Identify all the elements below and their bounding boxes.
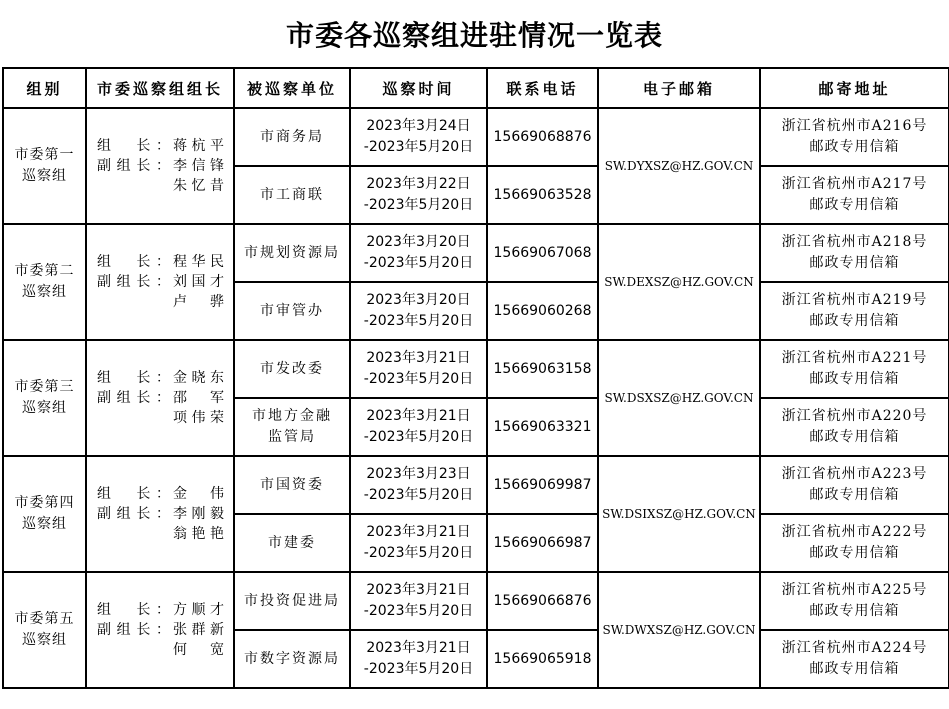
deputy-role-label: 副组长： bbox=[97, 274, 171, 290]
time-start: 2023年3月23日 bbox=[366, 466, 471, 482]
inspection-time-cell bbox=[350, 224, 487, 282]
phone-cell: 15669063321 bbox=[487, 398, 598, 456]
address-line: 邮政专用信箱 bbox=[809, 661, 900, 677]
deputy-role-spacer bbox=[97, 640, 171, 660]
address-cell bbox=[760, 340, 949, 398]
time-start: 2023年3月21日 bbox=[366, 524, 471, 540]
group-name-line: 巡察组 bbox=[22, 168, 67, 184]
inspection-time-cell bbox=[350, 108, 487, 166]
leader-row bbox=[97, 484, 233, 504]
time-start: 2023年3月22日 bbox=[366, 176, 471, 192]
group-name-line: 市委第一 bbox=[14, 147, 75, 163]
header-unit: 被巡察单位 bbox=[234, 68, 350, 108]
address-line: 浙江省杭州市A224号 bbox=[781, 640, 928, 656]
address-cell bbox=[760, 630, 949, 688]
time-end: -2023年5月20日 bbox=[363, 139, 474, 155]
header-email: 电子邮箱 bbox=[598, 68, 760, 108]
inspection-time-cell bbox=[350, 166, 487, 224]
table-row bbox=[3, 108, 949, 166]
email-cell: SW.DWXSZ@HZ.GOV.CN bbox=[598, 572, 760, 688]
group-name-line: 巡察组 bbox=[22, 632, 67, 648]
group-name-line: 市委第四 bbox=[14, 495, 75, 511]
time-start: 2023年3月20日 bbox=[366, 234, 471, 250]
address-line: 邮政专用信箱 bbox=[809, 197, 900, 213]
address-cell bbox=[760, 572, 949, 630]
inspected-unit-cell: 市工商联 bbox=[234, 166, 350, 224]
deputy-row bbox=[97, 620, 233, 640]
address-line: 浙江省杭州市A217号 bbox=[781, 176, 928, 192]
phone-cell: 15669066876 bbox=[487, 572, 598, 630]
time-end: -2023年5月20日 bbox=[363, 661, 474, 677]
deputy-role-spacer bbox=[97, 292, 171, 312]
leader-list bbox=[87, 252, 233, 312]
address-line: 浙江省杭州市A218号 bbox=[781, 234, 928, 250]
address-cell bbox=[760, 224, 949, 282]
table-row bbox=[3, 456, 949, 514]
time-start: 2023年3月21日 bbox=[366, 640, 471, 656]
leader-cell bbox=[86, 572, 234, 688]
deputy-name: 李信锋 bbox=[173, 158, 225, 174]
table-row bbox=[3, 340, 949, 398]
address-line: 浙江省杭州市A223号 bbox=[781, 466, 928, 482]
deputy-name: 项伟荣 bbox=[173, 410, 225, 426]
address-line: 邮政专用信箱 bbox=[809, 139, 900, 155]
phone-cell: 15669068876 bbox=[487, 108, 598, 166]
leader-name: 方顺才 bbox=[173, 602, 225, 618]
leader-role-label: 组 长： bbox=[97, 370, 171, 386]
leader-row bbox=[97, 368, 233, 388]
inspected-unit-cell: 市发改委 bbox=[234, 340, 350, 398]
deputy-row bbox=[97, 408, 233, 428]
leader-cell bbox=[86, 108, 234, 224]
deputy-name: 翁艳艳 bbox=[173, 526, 225, 542]
deputy-role-label: 副组长： bbox=[97, 158, 171, 174]
email-cell: SW.DSIXSZ@HZ.GOV.CN bbox=[598, 456, 760, 572]
address-line: 邮政专用信箱 bbox=[809, 371, 900, 387]
inspected-unit-cell: 市投资促进局 bbox=[234, 572, 350, 630]
inspected-unit-cell: 市商务局 bbox=[234, 108, 350, 166]
header-group: 组别 bbox=[3, 68, 86, 108]
leader-cell bbox=[86, 456, 234, 572]
leader-role-label: 组 长： bbox=[97, 486, 171, 502]
deputy-role-spacer bbox=[97, 408, 171, 428]
address-line: 邮政专用信箱 bbox=[809, 429, 900, 445]
leader-name: 金晓东 bbox=[173, 370, 225, 386]
leader-cell bbox=[86, 224, 234, 340]
group-name-cell bbox=[3, 224, 86, 340]
deputy-name: 邵 军 bbox=[173, 390, 225, 406]
deputy-name: 刘国才 bbox=[173, 274, 225, 290]
time-start: 2023年3月20日 bbox=[366, 292, 471, 308]
deputy-row bbox=[97, 156, 233, 176]
table-row bbox=[3, 224, 949, 282]
inspection-time-cell bbox=[350, 340, 487, 398]
deputy-row bbox=[97, 640, 233, 660]
inspection-time-cell bbox=[350, 572, 487, 630]
group-name-cell bbox=[3, 340, 86, 456]
address-line: 邮政专用信箱 bbox=[809, 313, 900, 329]
leader-list bbox=[87, 600, 233, 660]
deputy-row bbox=[97, 504, 233, 524]
deputy-role-label: 副组长： bbox=[97, 390, 171, 406]
header-address: 邮寄地址 bbox=[760, 68, 949, 108]
inspection-time-cell bbox=[350, 630, 487, 688]
time-end: -2023年5月20日 bbox=[363, 313, 474, 329]
time-end: -2023年5月20日 bbox=[363, 255, 474, 271]
deputy-role-label: 副组长： bbox=[97, 506, 171, 522]
leader-role-label: 组 长： bbox=[97, 602, 171, 618]
group-name-line: 市委第三 bbox=[14, 379, 75, 395]
phone-cell: 15669063528 bbox=[487, 166, 598, 224]
inspection-time-cell bbox=[350, 456, 487, 514]
time-end: -2023年5月20日 bbox=[363, 371, 474, 387]
leader-name: 金 伟 bbox=[173, 486, 225, 502]
leader-list bbox=[87, 368, 233, 428]
time-start: 2023年3月21日 bbox=[366, 408, 471, 424]
address-cell bbox=[760, 456, 949, 514]
group-name-cell bbox=[3, 108, 86, 224]
inspection-time-cell bbox=[350, 514, 487, 572]
group-name-line: 市委第五 bbox=[14, 611, 75, 627]
time-end: -2023年5月20日 bbox=[363, 197, 474, 213]
address-line: 浙江省杭州市A222号 bbox=[781, 524, 928, 540]
header-phone: 联系电话 bbox=[487, 68, 598, 108]
address-cell bbox=[760, 166, 949, 224]
deputy-row bbox=[97, 176, 233, 196]
page-title: 市委各巡察组进驻情况一览表 bbox=[285, 19, 663, 52]
time-start: 2023年3月24日 bbox=[366, 118, 471, 134]
address-line: 浙江省杭州市A216号 bbox=[781, 118, 928, 134]
deputy-row bbox=[97, 292, 233, 312]
address-line: 浙江省杭州市A221号 bbox=[781, 350, 928, 366]
header-time: 巡察时间 bbox=[350, 68, 487, 108]
email-cell: SW.DSXSZ@HZ.GOV.CN bbox=[598, 340, 760, 456]
deputy-row bbox=[97, 272, 233, 292]
group-name-cell bbox=[3, 572, 86, 688]
time-start: 2023年3月21日 bbox=[366, 350, 471, 366]
time-end: -2023年5月20日 bbox=[363, 545, 474, 561]
group-name-line: 市委第二 bbox=[14, 263, 75, 279]
time-end: -2023年5月20日 bbox=[363, 487, 474, 503]
leader-name: 程华民 bbox=[173, 254, 225, 270]
email-cell: SW.DYXSZ@HZ.GOV.CN bbox=[598, 108, 760, 224]
table-row bbox=[3, 572, 949, 630]
leader-list bbox=[87, 136, 233, 196]
group-name-cell bbox=[3, 456, 86, 572]
leader-role-label: 组 长： bbox=[97, 254, 171, 270]
deputy-row bbox=[97, 524, 233, 544]
deputy-row bbox=[97, 388, 233, 408]
table-header-row bbox=[3, 68, 949, 108]
phone-cell: 15669063158 bbox=[487, 340, 598, 398]
leader-row bbox=[97, 600, 233, 620]
time-start: 2023年3月21日 bbox=[366, 582, 471, 598]
leader-name: 蒋杭平 bbox=[173, 138, 225, 154]
inspected-unit-cell: 市规划资源局 bbox=[234, 224, 350, 282]
deputy-name: 卢 骅 bbox=[173, 294, 225, 310]
inspection-table bbox=[2, 67, 949, 689]
deputy-name: 何 宽 bbox=[173, 642, 225, 658]
group-name-line: 巡察组 bbox=[22, 400, 67, 416]
group-name-line: 巡察组 bbox=[22, 284, 67, 300]
phone-cell: 15669065918 bbox=[487, 630, 598, 688]
inspection-time-cell bbox=[350, 398, 487, 456]
deputy-name: 朱忆昔 bbox=[173, 178, 225, 194]
leader-cell bbox=[86, 340, 234, 456]
group-name-line: 巡察组 bbox=[22, 516, 67, 532]
address-line: 邮政专用信箱 bbox=[809, 603, 900, 619]
leader-row bbox=[97, 136, 233, 156]
time-end: -2023年5月20日 bbox=[363, 603, 474, 619]
leader-role-label: 组 长： bbox=[97, 138, 171, 154]
inspected-unit-cell: 市审管办 bbox=[234, 282, 350, 340]
deputy-name: 张群新 bbox=[173, 622, 225, 638]
address-cell bbox=[760, 514, 949, 572]
inspected-unit-cell: 市数字资源局 bbox=[234, 630, 350, 688]
leader-list bbox=[87, 484, 233, 544]
phone-cell: 15669060268 bbox=[487, 282, 598, 340]
deputy-role-label: 副组长： bbox=[97, 622, 171, 638]
header-leader: 市委巡察组组长 bbox=[86, 68, 234, 108]
address-line: 浙江省杭州市A219号 bbox=[781, 292, 928, 308]
time-end: -2023年5月20日 bbox=[363, 429, 474, 445]
address-line: 浙江省杭州市A220号 bbox=[781, 408, 928, 424]
address-cell bbox=[760, 398, 949, 456]
address-line: 浙江省杭州市A225号 bbox=[781, 582, 928, 598]
unit-name-line: 监管局 bbox=[268, 429, 316, 445]
unit-name-line: 市地方金融 bbox=[252, 408, 332, 424]
deputy-name: 李刚毅 bbox=[173, 506, 225, 522]
phone-cell: 15669069987 bbox=[487, 456, 598, 514]
inspection-time-cell bbox=[350, 282, 487, 340]
inspected-unit-cell bbox=[234, 398, 350, 456]
address-line: 邮政专用信箱 bbox=[809, 545, 900, 561]
address-line: 邮政专用信箱 bbox=[809, 487, 900, 503]
inspected-unit-cell: 市国资委 bbox=[234, 456, 350, 514]
deputy-role-spacer bbox=[97, 524, 171, 544]
address-line: 邮政专用信箱 bbox=[809, 255, 900, 271]
inspected-unit-cell: 市建委 bbox=[234, 514, 350, 572]
deputy-role-spacer bbox=[97, 176, 171, 196]
address-cell bbox=[760, 108, 949, 166]
phone-cell: 15669067068 bbox=[487, 224, 598, 282]
address-cell bbox=[760, 282, 949, 340]
phone-cell: 15669066987 bbox=[487, 514, 598, 572]
leader-row bbox=[97, 252, 233, 272]
email-cell: SW.DEXSZ@HZ.GOV.CN bbox=[598, 224, 760, 340]
